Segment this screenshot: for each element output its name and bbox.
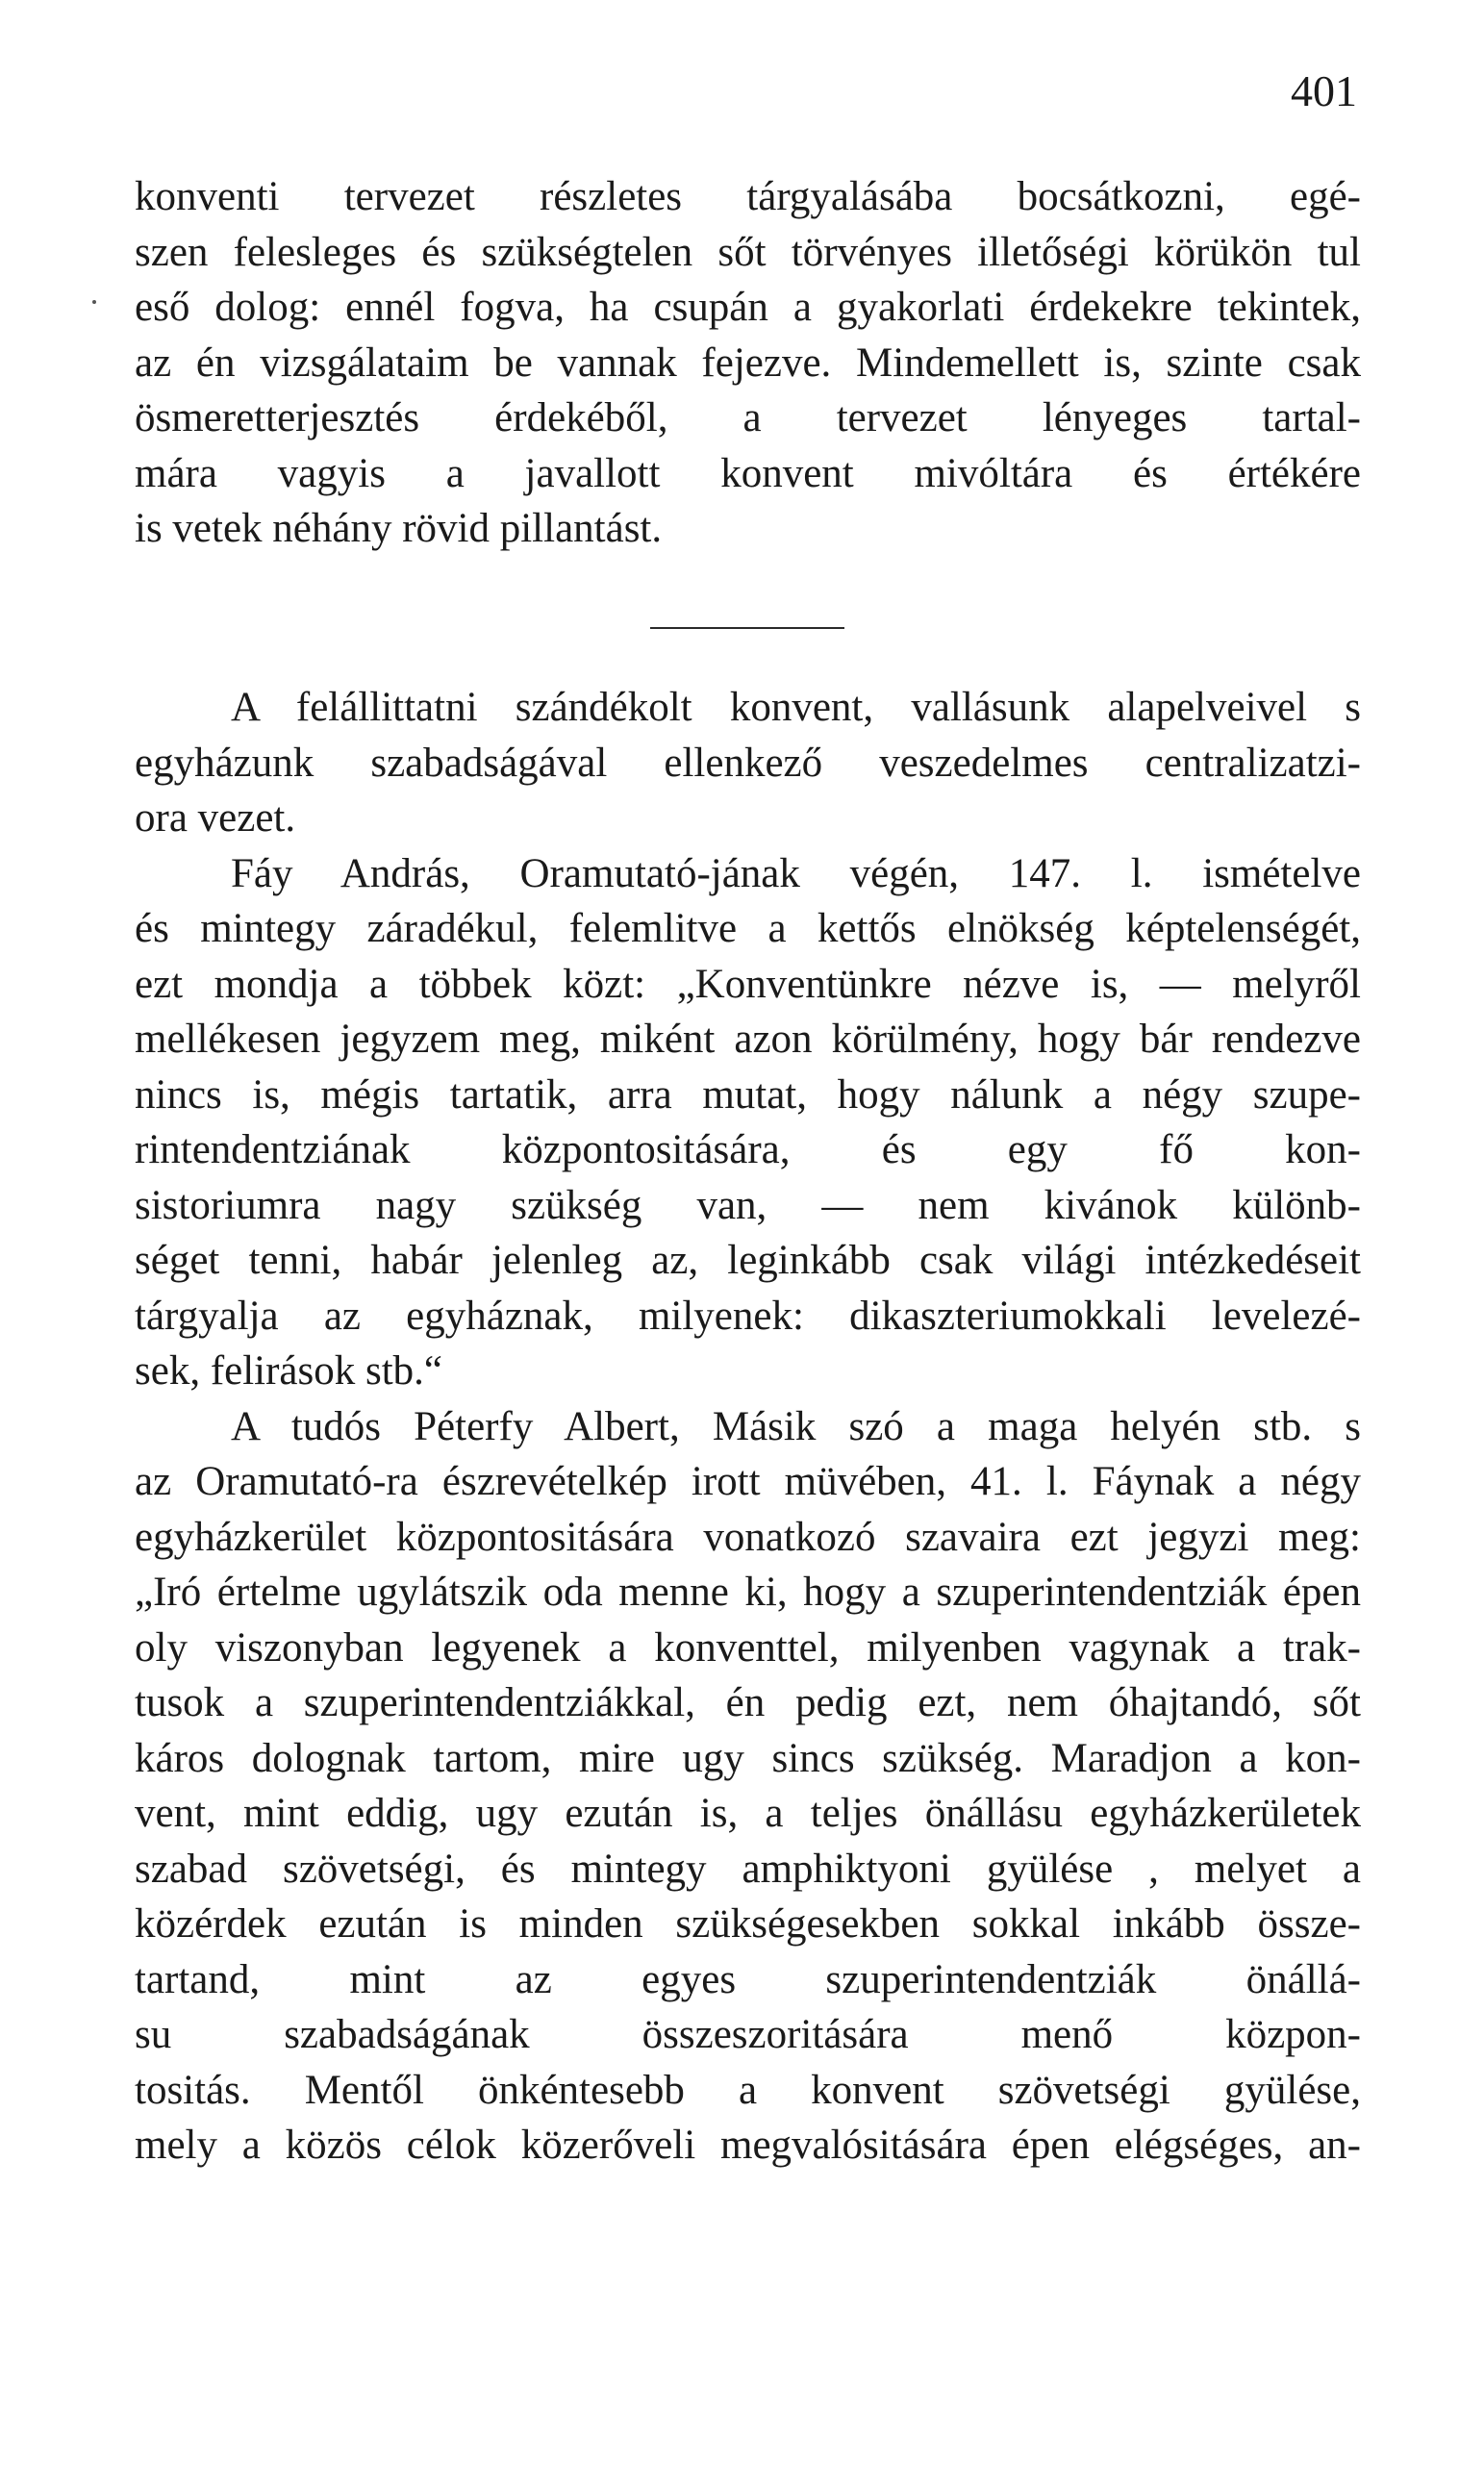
text-line: Fáy András, Oramutató-jának végén, 147. l. ismételve <box>231 850 1361 896</box>
text-line: „Iró értelme ugylátszik oda menne ki, hogy a szuperintendentziák épen <box>135 1570 1361 1615</box>
text-line: nincs is, mégis tartatik, arra mutat, hogy nálunk a négy szupe- <box>135 1071 1361 1118</box>
text-line: rintendentziának központositására, és egy fő kon- <box>135 1127 1361 1172</box>
text-line: vent, mint eddig, ugy ezután is, a teljes önállásu egyházkerületek <box>135 1791 1361 1836</box>
text-line: tárgyalja az egyháznak, milyenek: dikaszteriumokkali levelezé- <box>135 1293 1361 1339</box>
text-line: ezt mondja a többek közt: „Konventünkre nézve is, — melyről <box>135 961 1361 1007</box>
text-line: káros dolognak tartom, mire ugy sincs szükség. Maradjon a kon- <box>135 1735 1361 1781</box>
text-line: mára vagyis a javallott konvent mivóltára és értékére <box>135 450 1361 496</box>
text-line: szen felesleges és szükségtelen sőt törvényes illetőségi körükön tul <box>135 229 1361 275</box>
text-line: sek, felirások stb.“ <box>135 1348 443 1394</box>
text-line: su szabadságának összeszoritására menő közpon- <box>135 2012 1361 2057</box>
text-line: séget tenni, habár jelenleg az, leginkább csak világi intézkedéseit <box>135 1238 1361 1283</box>
text-line: közérdek ezután is minden szükségesekben sokkal inkább össze- <box>135 1901 1361 1947</box>
text-line: A tudós Péterfy Albert, Másik szó a maga helyén stb. s <box>231 1403 1361 1449</box>
section-divider <box>650 627 844 629</box>
text-line: mellékesen jegyzem meg, miként azon körülmény, hogy bár rendezve <box>135 1017 1361 1062</box>
text-line: tusok a szuperintendentziákkal, én pedig ezt, nem óhajtandó, sőt <box>135 1680 1361 1725</box>
page-number: 401 <box>1291 66 1357 115</box>
text-line: tartand, mint az egyes szuperintendentziák önállá- <box>135 1956 1361 2002</box>
text-line: és mintegy záradékul, felemlitve a kettős elnökség képtelenségét, <box>135 906 1361 951</box>
text-line: az én vizsgálataim be vannak fejezve. Mindemellett is, szinte csak <box>135 339 1361 386</box>
text-line: A felállittatni szándékolt konvent, vallásunk alapelveivel s <box>231 685 1361 730</box>
text-line: eső dolog: ennél fogva, ha csupán a gyakorlati érdekekre tekintek, <box>135 285 1361 330</box>
text-line: szabad szövetségi, és mintegy amphiktyoni gyülése , melyet a <box>135 1846 1361 1892</box>
text-line: sistoriumra nagy szükség van, — nem kivánok különb- <box>135 1182 1361 1228</box>
text-line: is vetek néhány rövid pillantást. <box>135 506 663 551</box>
margin-mark <box>92 300 96 304</box>
text-line: ösmeretterjesztés érdekéből, a tervezet lényeges tartal- <box>135 395 1361 440</box>
text-line: tositás. Mentől önkéntesebb a konvent szövetségi gyülése, <box>135 2067 1361 2113</box>
text-line: konventi tervezet részletes tárgyalásába bocsátkozni, egé- <box>135 174 1361 219</box>
paragraph-konvent <box>135 680 1361 2174</box>
text-line: mely a közös célok közerőveli megvalósitására épen elégséges, an- <box>135 2123 1361 2168</box>
text-line: oly viszonyban legyenek a konventtel, milyenben vagynak a trak- <box>135 1624 1361 1671</box>
text-line: egyházunk szabadságával ellenkező veszedelmes centralizatzi- <box>135 740 1361 786</box>
paragraph-intro <box>135 169 1361 557</box>
text-line: az Oramutató-ra észrevételkép irott müvében, 41. l. Fáynak a négy <box>135 1459 1361 1504</box>
text-line: ora vezet. <box>135 795 296 841</box>
text-line: egyházkerület központositására vonatkozó szavaira ezt jegyzi meg: <box>135 1514 1361 1560</box>
